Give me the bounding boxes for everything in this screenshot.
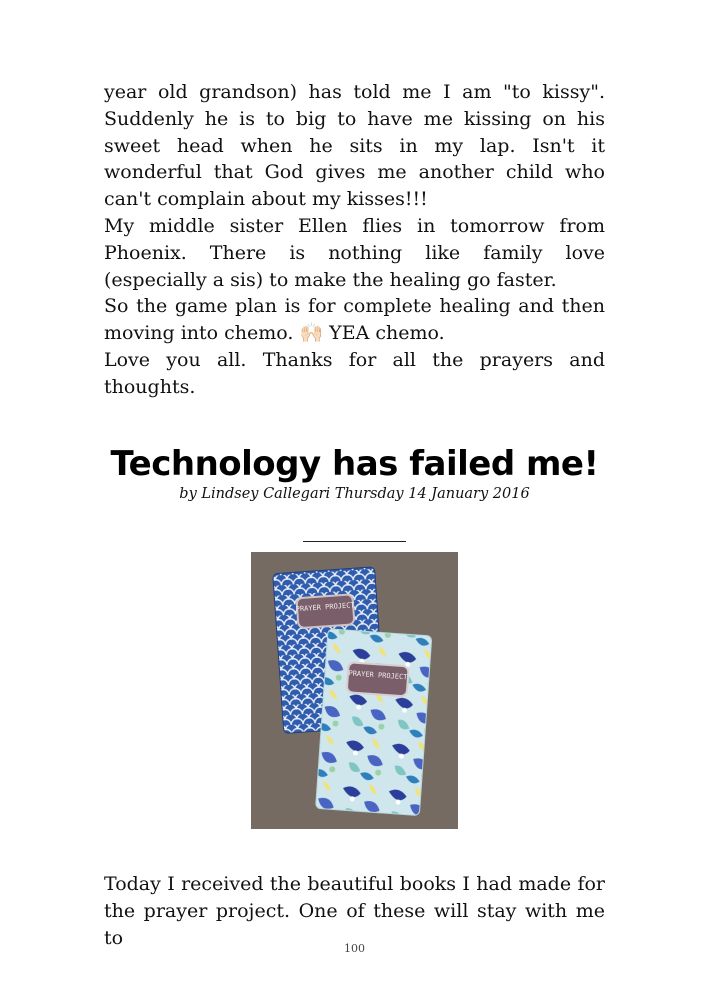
paragraph: My middle sister Ellen flies in tomorrow from Phoenix. There is nothing like family love (especially a sis) to make the healing go faster. [104, 214, 605, 291]
page-number: 100 [344, 942, 365, 955]
paragraph: year old grandson) has told me I am "to kissy". Suddenly he is to big to have me kissing on his sweet head when he sits in my lap. Isn't it wonderful that God gives me another child who can't complain about my kisses!!! [104, 81, 605, 211]
separator-rule [303, 541, 406, 542]
svg-text:PRAYER PROJECT: PRAYER PROJECT [348, 669, 408, 682]
paragraph: So the game plan is for complete healing and then moving into chemo. 🙌🏻 YEA chemo. [104, 295, 605, 345]
paragraph: Today I received the beautiful books I had made for the prayer project. One of these will stay with me to [104, 873, 605, 949]
notebooks-photo [251, 552, 458, 829]
paragraph: Love you all. Thanks for all the prayers and thoughts. [104, 348, 605, 398]
post-byline: by Lindsey Callegari Thursday 14 January 2016 [179, 486, 530, 502]
body-text-bottom [104, 871, 605, 952]
body-text-top [104, 79, 605, 401]
svg-text:PRAYER PROJECT: PRAYER PROJECT [295, 601, 355, 614]
post-title: Technology has failed me! [110, 444, 599, 484]
